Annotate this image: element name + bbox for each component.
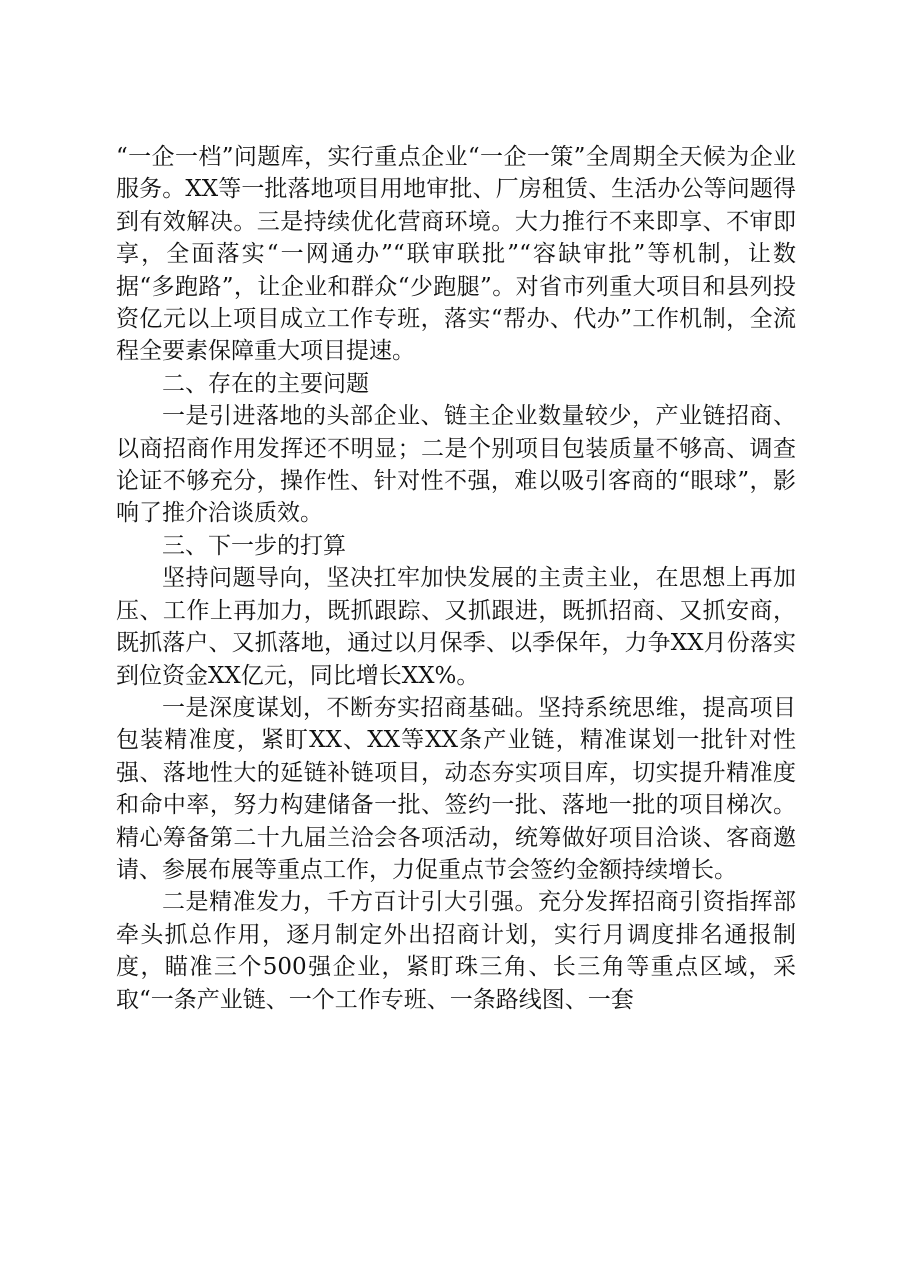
- section-heading-problems: 二、存在的主要问题: [162, 370, 369, 397]
- paragraph-problems: 一是引进落地的头部企业、链主企业数量较少，产业链招商、以商招商作用发挥还不明显；二是个别项目包装质量不够高、调查论证不够充分，操作性、针对性不强，难以吸引客商的“眼球”，影响了推介洽谈质效。: [116, 403, 796, 527]
- paragraph-planning: 一是深度谋划，不断夯实招商基础。坚持系统思维，提高项目包装精准度，紧盯XX、XX等XX条产业链，精准谋划一批针对性强、落地性大的延链补链项目，动态夯实项目库，切实提升精准度和命中率，努力构建储备一批、签约一批、落地一批的项目梯次。精心筹备第二十九届兰洽会各项活动，统筹做好项目洽谈、客商邀请、参展布展等重点工作，力促重点节会签约金额持续增长。: [116, 694, 796, 883]
- paragraph-next-steps-intro: 坚持问题导向，坚决扛牢加快发展的主责主业，在思想上再加压、工作上再加力，既抓跟踪、又抓跟进，既抓招商、又抓安商，既抓落户、又抓落地，通过以月保季、以季保年，力争XX月份落实到位资金XX亿元，同比增长XX%。: [116, 565, 796, 689]
- paragraph-continuation: “一企一档”问题库，实行重点企业“一企一策”全周期全天候为企业服务。XX等一批落地项目用地审批、厂房租赁、生活办公等问题得到有效解决。三是持续优化营商环境。大力推行不来即享、不审即享，全面落实“一网通办”“联审联批”“容缺审批”等机制，让数据“多跑路”，让企业和群众“少跑腿”。对省市列重大项目和县列投资亿元以上项目成立工作专班，落实“帮办、代办”工作机制，全流程全要素保障重大项目提速。: [116, 144, 796, 365]
- paragraph-precision: 二是精准发力，千方百计引大引强。充分发挥招商引资指挥部牵头抓总作用，逐月制定外出招商计划，实行月调度排名通报制度，瞄准三个500强企业，紧盯珠三角、长三角等重点区域，采取“一条产业链、一个工作专班、一条路线图、一套: [116, 889, 796, 1013]
- document-body: [116, 141, 796, 1016]
- section-heading-next-steps: 三、下一步的打算: [162, 532, 346, 559]
